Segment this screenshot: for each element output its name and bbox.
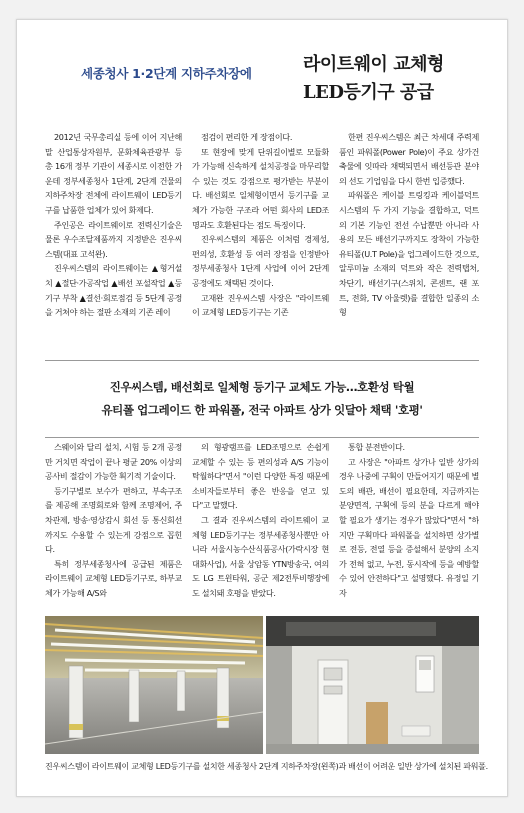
body-column-top-2 (192, 130, 329, 356)
paragraph: 또 현장에 맞게 단위길이별로 모듈화가 가능해 신속하게 설치공정을 마무리할 수 있는 것도 강점으로 평가받는 부분이다. 배선회로 일체형이면서 등기구를 교체가 가능한 구조라 어떤 회사의 LED조명과도 호환된다는 점도 특징이다. (192, 146, 329, 230)
paragraph: 통합 분전반이다. (348, 442, 405, 452)
body-column-bottom-3 (339, 440, 479, 608)
body-column-top-3 (339, 130, 479, 356)
paragraph: 등기구별로 보수가 편하고, 부속구조를 제공해 조명회로와 함께 조명제어, 주차관제, 방송·영상감시 회선 등 통신회선까지도 수용할 수 있는게 강점으로 꼽힌다. (45, 485, 182, 555)
paragraph: 점검이 편리한 게 장점이다. (201, 132, 293, 142)
powerpole-illustration (266, 616, 479, 754)
paragraph: 진우씨스템의 라이트웨이는 ▲형거설치 ▲절단·가공작업 ▲배선 포설작업 ▲등기구 부착 ▲결선·회로점검 등 5단계 공정을 거쳐야 하는 절판 소재의 기존 레이 (45, 263, 182, 318)
paragraph: 진우씨스템의 제품은 이처럼 경제성, 편의성, 호환성 등 여러 장점을 인정받아 정부세종청사 1단계 사업에 이어 2단계 공정에도 채택된 것이다. (192, 234, 329, 288)
paragraph: 특히 정부세종청사에 공급된 제품은 라이트웨이 교체형 LED등기구로, 하부교체가 가능해 A/S와 (45, 558, 182, 598)
paragraph: 스웨이와 달리 설치, 시험 등 2개 공정만 거치면 작업이 끝나 평균 20% 이상의 공사비 절감이 가능한 획기적 기술이다. (45, 442, 182, 482)
paragraph: 파워폴은 케이블 트링킹과 케이블덕트 시스템의 두 가지 기능을 결합하고, 덕트의 기본 기능인 전선 수납뿐만 아니라 사용의 모든 배선기구까지도 장착이 가능한 유티폴(U.T Pole)을 업그레이드한 것으로, 알루미늄 소재의 덕트와 작은 전력탭처, 차단기, 배선기구(스위치, 콘센트, 랜 포트, 전화, TV 아울렛)를 결합한 일종의 소형 (339, 190, 479, 318)
paragraph: 한편 진우씨스템은 최근 차세대 주력제품인 파워폴(Power Pole)이 주요 상가건축물에 잇따라 채택되면서 배선등관 분야의 선도 기업임을 다시 한번 입증했다. (339, 132, 479, 186)
body-column-top-1 (45, 130, 182, 356)
header-subtitle: 세종청사 1·2단계 지하주차장에 (81, 66, 252, 81)
powerpole-store-photo (266, 616, 479, 754)
parking-garage-illustration (45, 616, 263, 754)
subheading-bar (45, 360, 479, 438)
body-column-bottom-1 (45, 440, 182, 608)
paragraph: 의 형광램프를 LED조명으로 손쉽게 교체할 수 있는 등 편의성과 A/S 기능이 탁월하다"면서 "이런 다양한 특징 때문에 소비자들로부터 좋은 반응을 얻고 있다"고 말했다. (192, 442, 329, 511)
body-column-bottom-2 (192, 440, 329, 608)
paragraph: 그 결과 진우씨스템의 라이트웨이 교체형 LED등기구는 정부세종청사뿐만 아니라 서울시농수산식품공사(가락시장 현대화사업), 서울 상암동 YTN방송국, 여의도 LG 트윈타워, 공군 제2전투비행장에도 설치돼 호평을 받았다. (192, 514, 329, 598)
photo-caption: 진우씨스템이 라이트웨이 교체형 LED등기구를 설치한 세종청사 2단계 지하주차장(왼쪽)과 배선이 어려운 일반 상가에 설치된 파워폴. (45, 762, 488, 771)
paragraph: 고재완 진우씨스템 사장은 "라이트웨이 교체형 LED등기구는 기존 (192, 292, 329, 318)
paragraph: 주인공은 라이트웨이로 전력신기술은 물론 우수조달제품까지 지정받은 진우씨스템(대표 고석완). (45, 219, 182, 259)
paragraph: 2012년 국무총리실 등에 이어 지난해 말 산업통상자원부, 문화체육관광부 등 총 16개 정부 기관이 세종시로 이전한 가운데 정부세종청사 1단계, 2단계 건물의 지하주차장 전체에 라이트웨이 LED등기구를 납품한 업체가 있어 화제다. (45, 132, 182, 215)
parking-garage-photo (45, 616, 263, 754)
article-header (17, 20, 507, 130)
header-title-line2: LED등기구 공급 (303, 82, 434, 103)
subheading-line2: 유티폴 업그레이드 한 파워폴, 전국 아파트 상가 잇달아 채택 '호평' (101, 403, 423, 417)
paragraph: 고 사장은 "아파트 상가나 일반 상가의 경우 나중에 구획이 만들어지기 때문에 별도의 배관, 배선이 필요한데, 지금까지는 분양면적, 구획에 등의 분을 다르게 해야 할 필요가 생기는 경우가 많았다"면서 "하지만 구획마다 파워폴을 설치하면 상가별로 전등, 전열 등을 증설해서 분양의 소지가 전혀 없고, 누전, 동시작에 등을 예방할 수 있어 안전하다"고 설명했다. 유정일 기자 (339, 456, 479, 598)
article-page (16, 19, 508, 797)
subheading-line1: 진우씨스템, 배선회로 일체형 등기구 교체도 가능…호환성 탁월 (109, 380, 415, 394)
header-title-line1: 라이트웨이 교체형 (303, 54, 444, 75)
